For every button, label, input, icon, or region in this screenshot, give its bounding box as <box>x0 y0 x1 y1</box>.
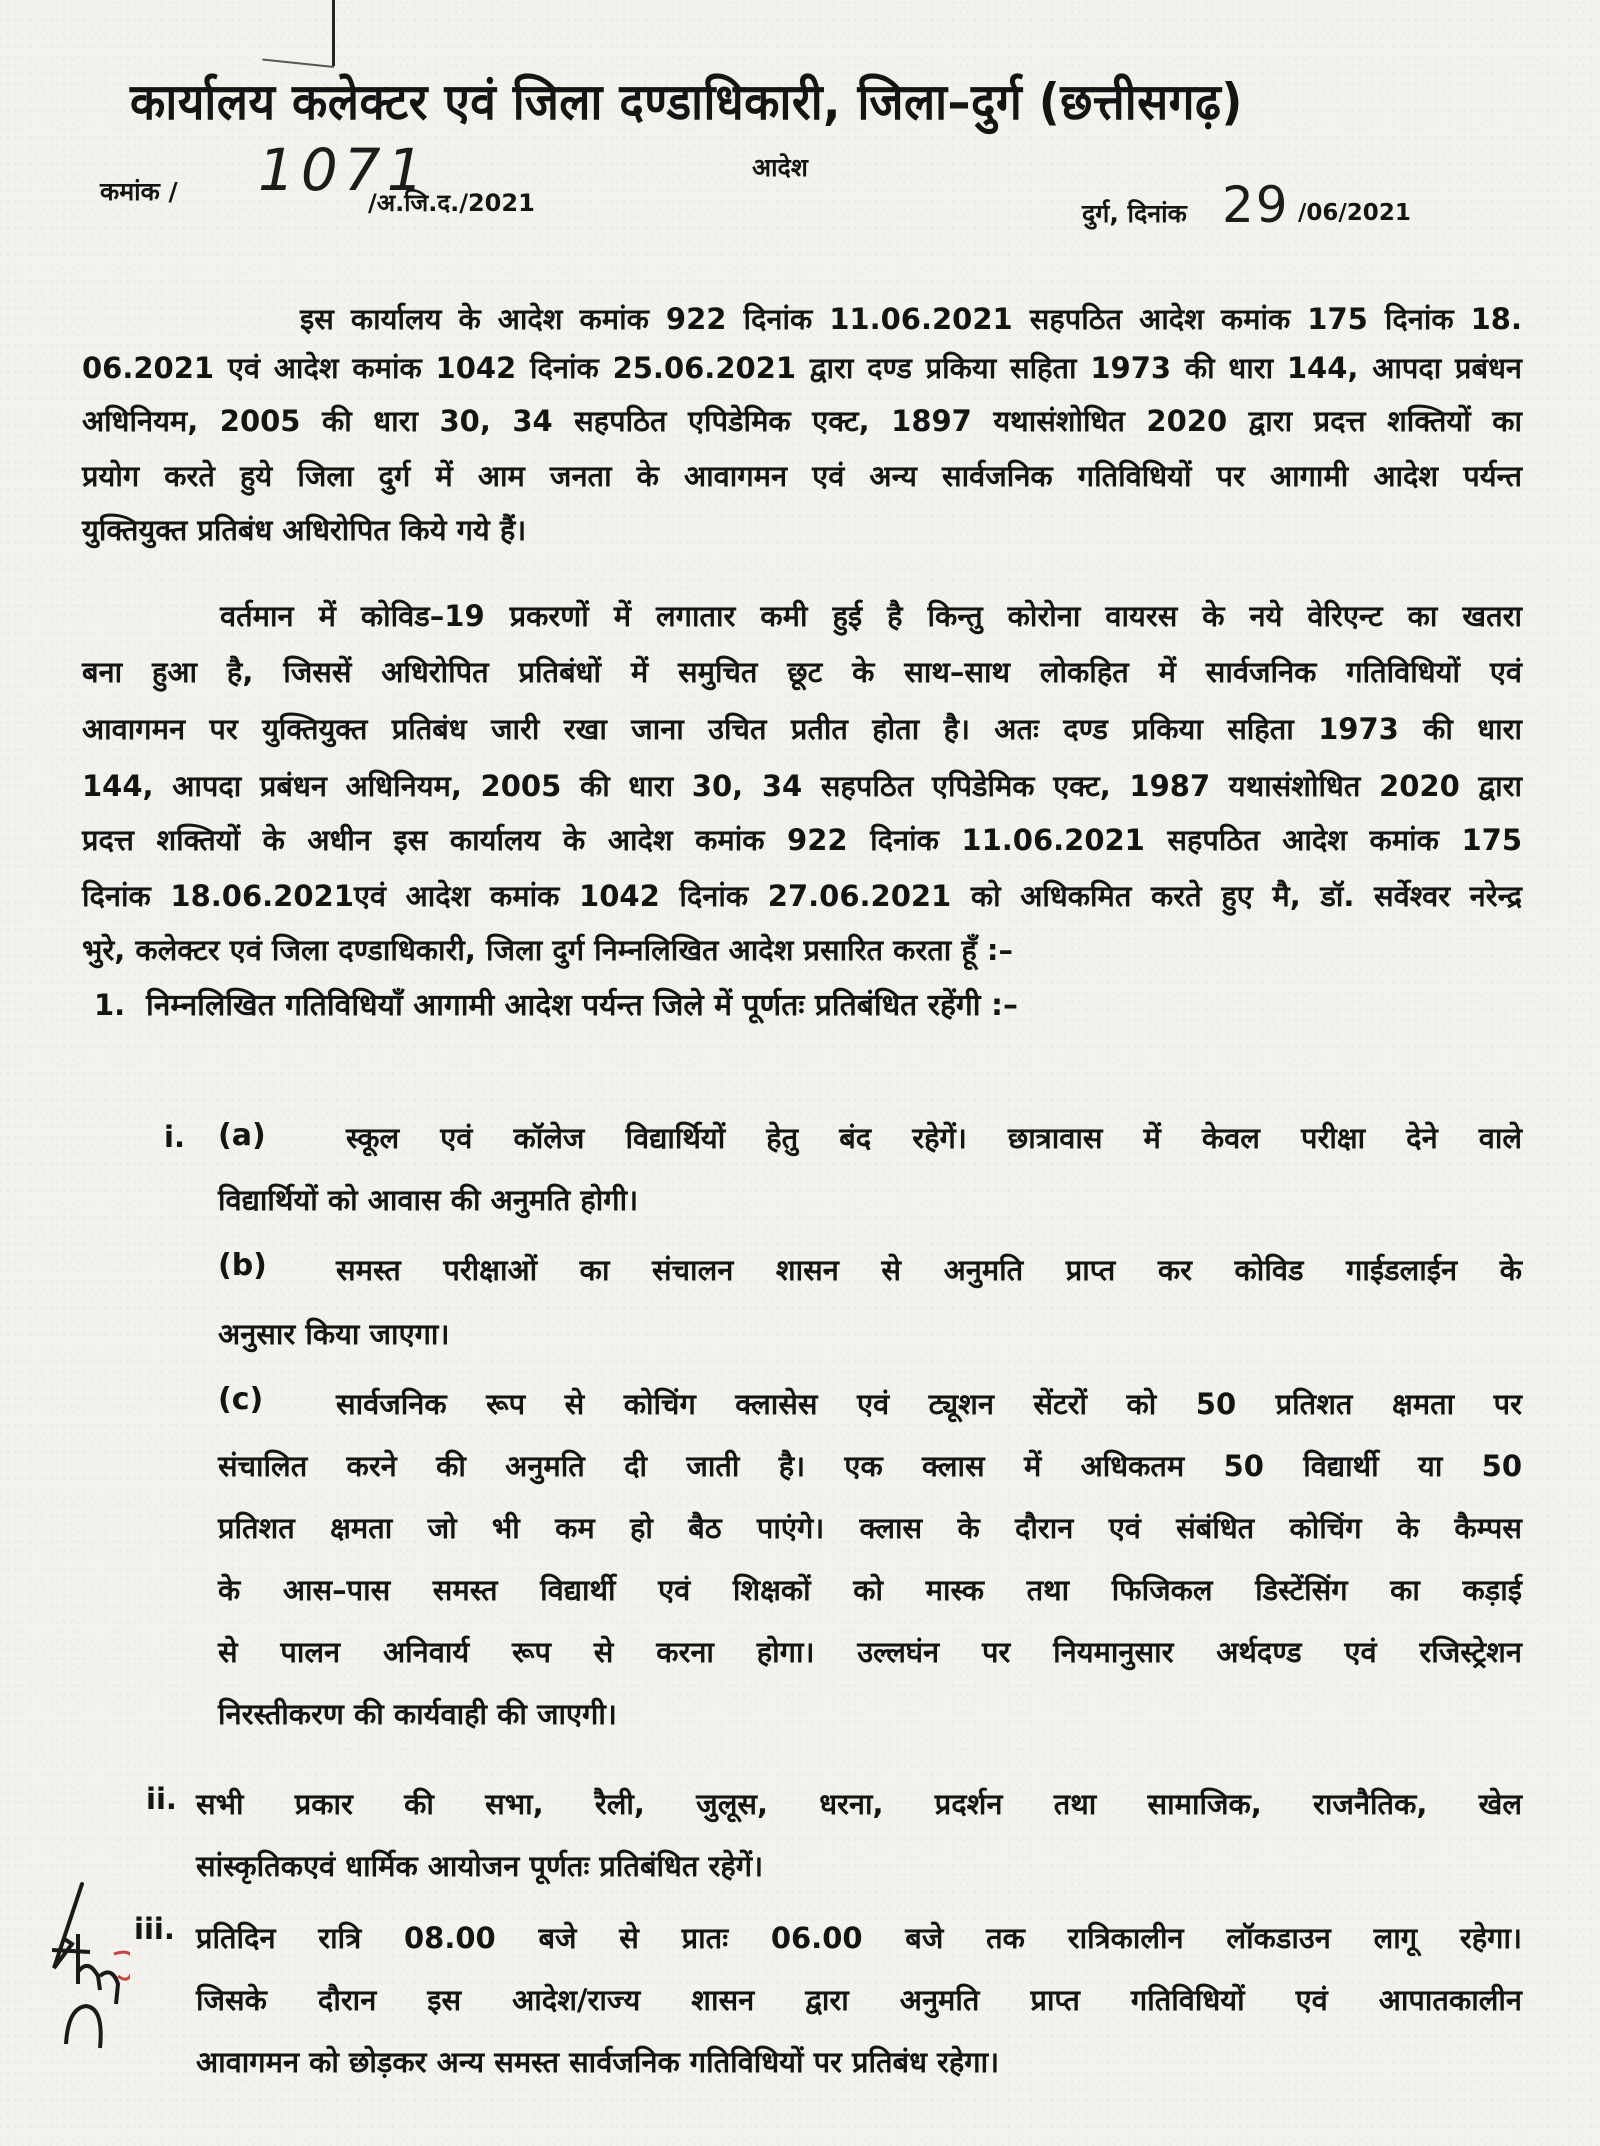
text-line: वर्तमान में कोविड–19 प्रकरणों में लगातार कमी हुई है किन्तु कोरोना वायरस के नये वेरिएन्ट का खतरा <box>220 599 1522 633</box>
text-line: बना हुआ है, जिससें अधिरोपित प्रतिबंधों में समुचित छूट के साथ–साथ लोकहित में सार्वजनिक गतिविधियों एवं <box>82 655 1522 689</box>
text-line: इस कार्यालय के आदेश कमांक 922 दिनांक 11.06.2021 सहपठित आदेश कमांक 175 दिनांक 18. <box>300 302 1522 336</box>
text-line: 144, आपदा प्रबंधन अधिनियम, 2005 की धारा 30, 34 सहपठित एपिडेमिक एक्ट, 1987 यथासंशोधित 2020 द्वारा <box>82 769 1522 803</box>
date-month-year: /06/2021 <box>1298 200 1411 226</box>
text-line: आवागमन पर युक्तियुक्त प्रतिबंध जारी रखा जाना उचित प्रतीत होता है। अतः दण्ड प्रकिया सहिता 1973 की धारा <box>82 712 1522 746</box>
text-line: 06.2021 एवं आदेश कमांक 1042 दिनांक 25.06.2021 द्वारा दण्ड प्रकिया सहिता 1973 की धारा 144, आपदा प्रबंधन <box>82 351 1522 385</box>
section-heading: निम्नलिखित गतिविधियाँ आगामी आदेश पर्यन्त जिले में पूर्णतः प्रतिबंधित रहेंगी :– <box>146 988 1018 1023</box>
subitem-label: (c) <box>218 1382 264 1417</box>
place-date-label: दुर्ग, दिनांक <box>1082 199 1187 228</box>
text-line: प्रदत्त शक्तियों के अधीन इस कार्यालय के आदेश कमांक 922 दिनांक 11.06.2021 सहपठित आदेश कमांक 175 <box>82 823 1522 857</box>
text-line: दिनांक 18.06.2021एवं आदेश कमांक 1042 दिनांक 27.06.2021 को अधिकमित करते हुए मै, डॉ. सर्वेश्वर नरेन्द्र <box>82 879 1522 913</box>
section-number: 1. <box>94 988 126 1022</box>
order-heading: आदेश <box>752 153 808 182</box>
office-title: कार्यालय कलेक्टर एवं जिला दण्डाधिकारी, जिला–दुर्ग (छत्तीसगढ़) <box>130 73 1243 131</box>
text-line: प्रयोग करते हुये जिला दुर्ग में आम जनता के आवागमन एवं अन्य सार्वजनिक गतिविधियों पर आगामी आदेश पर्यन्त <box>82 459 1522 493</box>
text-line: अधिनियम, 2005 की धारा 30, 34 सहपठित एपिडेमिक एक्ट, 1897 यथासंशोधित 2020 द्वारा प्रदत्त शक्तियों का <box>82 404 1522 438</box>
order-number-handwritten: 1071 <box>258 136 430 204</box>
text-line: जिसके दौरान इस आदेश/राज्य शासन द्वारा अनुमति प्राप्त गतिविधियों एवं आपातकालीन <box>196 1983 1522 2017</box>
handwritten-initials <box>20 1880 130 2070</box>
text-line: भुरे, कलेक्टर एवं जिला दण्डाधिकारी, जिला दुर्ग निम्नलिखित आदेश प्रसारित करता हूँ :– <box>82 933 1013 967</box>
text-line: समस्त परीक्षाओं का संचालन शासन से अनुमति प्राप्त कर कोविड गाईडलाईन के <box>336 1253 1522 1287</box>
text-line: से पालन अनिवार्य रूप से करना होगा। उल्लघंन पर नियमानुसार अर्थदण्ड एवं रजिस्ट्रेशन <box>218 1635 1522 1669</box>
item-numeral: i. <box>164 1120 185 1154</box>
text-line: आवागमन को छोड़कर अन्य समस्त सार्वजनिक गतिविधियों पर प्रतिबंध रहेगा। <box>196 2045 1000 2079</box>
text-line: प्रतिशत क्षमता जो भी कम हो बैठ पाएंगे। क्लास के दौरान एवं संबंधित कोचिंग के कैम्पस <box>218 1511 1522 1545</box>
date-day-handwritten: 29 <box>1222 176 1290 234</box>
item-numeral: ii. <box>146 1782 177 1816</box>
text-line: प्रतिदिन रात्रि 08.00 बजे से प्रातः 06.00 बजे तक रात्रिकालीन लॉकडाउन लागू रहेगा। <box>196 1921 1522 1955</box>
text-line: अनुसार किया जाएगा। <box>218 1317 450 1351</box>
text-line: संचालित करने की अनुमति दी जाती है। एक क्लास में अधिकतम 50 विद्यार्थी या 50 <box>218 1449 1522 1483</box>
item-numeral: iii. <box>134 1912 175 1946</box>
pen-stroke-mark <box>332 0 335 66</box>
text-line: के आस–पास समस्त विद्यार्थी एवं शिक्षकों को मास्क तथा फिजिकल डिस्टेंसिंग का कड़ाई <box>218 1573 1522 1607</box>
text-line: सार्वजनिक रूप से कोचिंग क्लासेस एवं ट्यूशन सेंटरों को 50 प्रतिशत क्षमता पर <box>336 1387 1522 1421</box>
order-number-suffix: /अ.जि.द./2021 <box>368 189 535 217</box>
subitem-label: (b) <box>218 1248 267 1283</box>
text-line: सांस्कृतिकएवं धार्मिक आयोजन पूर्णतः प्रतिबंधित रहेगें। <box>196 1849 764 1883</box>
text-line: निरस्तीकरण की कार्यवाही की जाएगी। <box>218 1697 617 1731</box>
text-line: युक्तियुक्त प्रतिबंध अधिरोपित किये गये हैं। <box>82 513 527 547</box>
text-line: विद्यार्थियों को आवास की अनुमति होगी। <box>218 1183 639 1217</box>
text-line: स्कूल एवं कॉलेज विद्यार्थियों हेतु बंद रहेगें। छात्रावास में केवल परीक्षा देने वाले <box>346 1121 1522 1155</box>
subitem-label: (a) <box>218 1118 266 1153</box>
text-line: सभी प्रकार की सभा, रैली, जुलूस, धरना, प्रदर्शन तथा सामाजिक, राजनैतिक, खेल <box>196 1787 1522 1821</box>
order-number-label: कमांक / <box>100 177 178 206</box>
